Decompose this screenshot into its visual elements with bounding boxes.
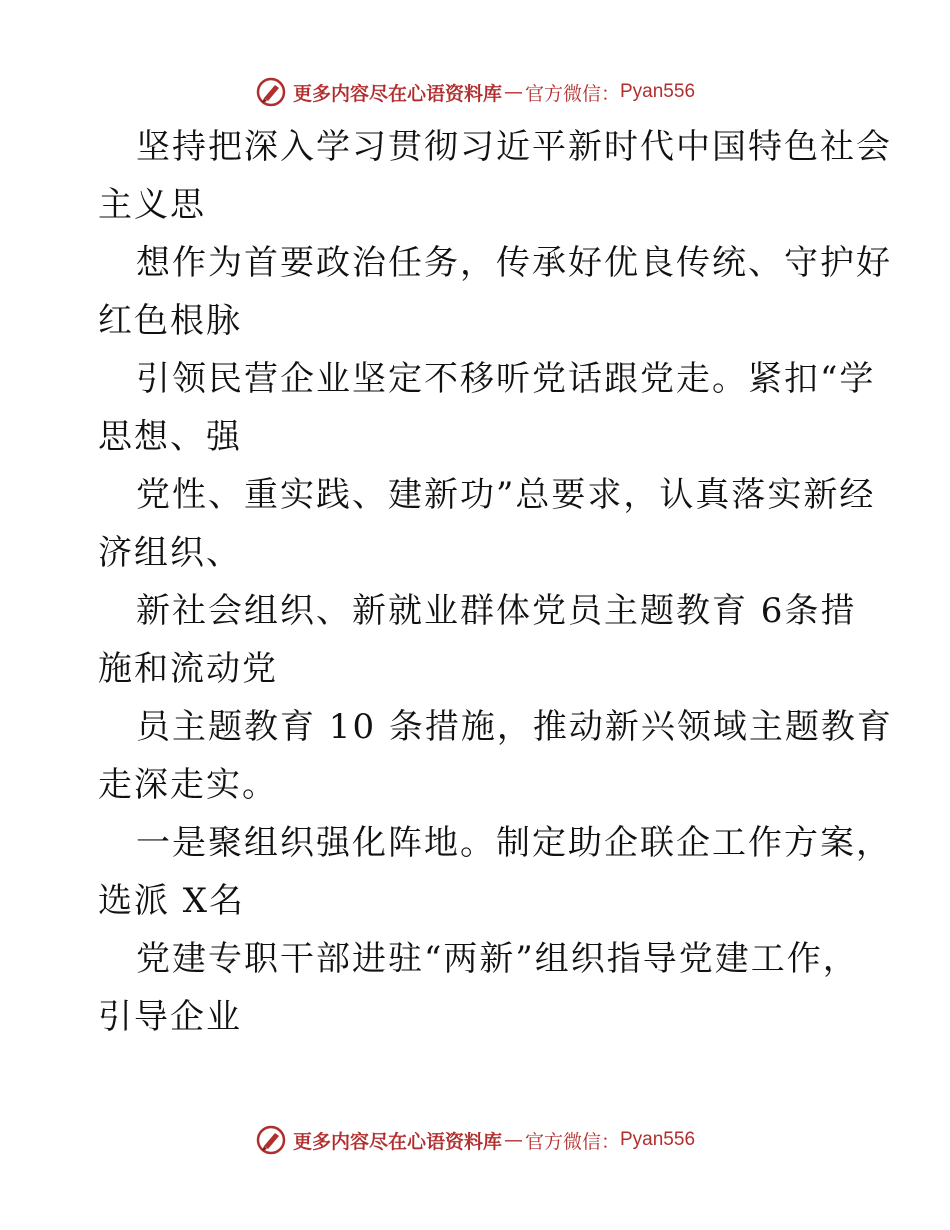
banner-main-text: 更多内容尽在心语资料库 xyxy=(292,1130,502,1153)
text-line: 走深走实。 xyxy=(98,765,278,805)
banner-wechat-id: Pyan556 xyxy=(620,1129,696,1150)
page-header-banner xyxy=(0,72,950,112)
text-line: 引导企业 xyxy=(98,997,242,1037)
banner-main-text: 更多内容尽在心语资料库 xyxy=(292,82,502,105)
pen-logo-icon xyxy=(255,76,287,108)
page-footer-banner xyxy=(0,1120,950,1160)
text-line: 党性、重实践、建新功”总要求，认真落实新经 xyxy=(136,475,876,515)
banner-sub-text: 官方微信： xyxy=(524,82,620,105)
text-line: 新社会组织、新就业群体党员主题教育 6条措 xyxy=(136,591,857,631)
banner-wechat-id: Pyan556 xyxy=(620,81,696,102)
text-line: 员主题教育 10 条措施，推动新兴领域主题教育 xyxy=(136,707,893,747)
text-line: 济组织、 xyxy=(98,533,242,573)
text-line: 思想、强 xyxy=(98,417,242,457)
text-line: 主义思 xyxy=(98,185,206,225)
text-line: 红色根脉 xyxy=(98,301,242,341)
banner-separator: — xyxy=(503,1129,523,1151)
document-body xyxy=(98,118,893,1046)
text-line: 引领民营企业坚定不移听党话跟党走。紧扣“学 xyxy=(136,359,876,399)
banner-separator: — xyxy=(503,81,523,103)
banner-sub-text: 官方微信： xyxy=(524,1130,620,1153)
text-line: 党建专职干部进驻“两新”组织指导党建工作， xyxy=(136,939,859,979)
text-line: 选派 X名 xyxy=(98,881,246,921)
pen-logo-icon xyxy=(255,1124,287,1156)
text-line: 想作为首要政治任务，传承好优良传统、守护好 xyxy=(136,243,892,283)
text-line: 坚持把深入学习贯彻习近平新时代中国特色社会 xyxy=(136,127,892,167)
text-line: 一是聚组织强化阵地。制定助企联企工作方案， xyxy=(136,823,892,863)
text-line: 施和流动党 xyxy=(98,649,278,689)
